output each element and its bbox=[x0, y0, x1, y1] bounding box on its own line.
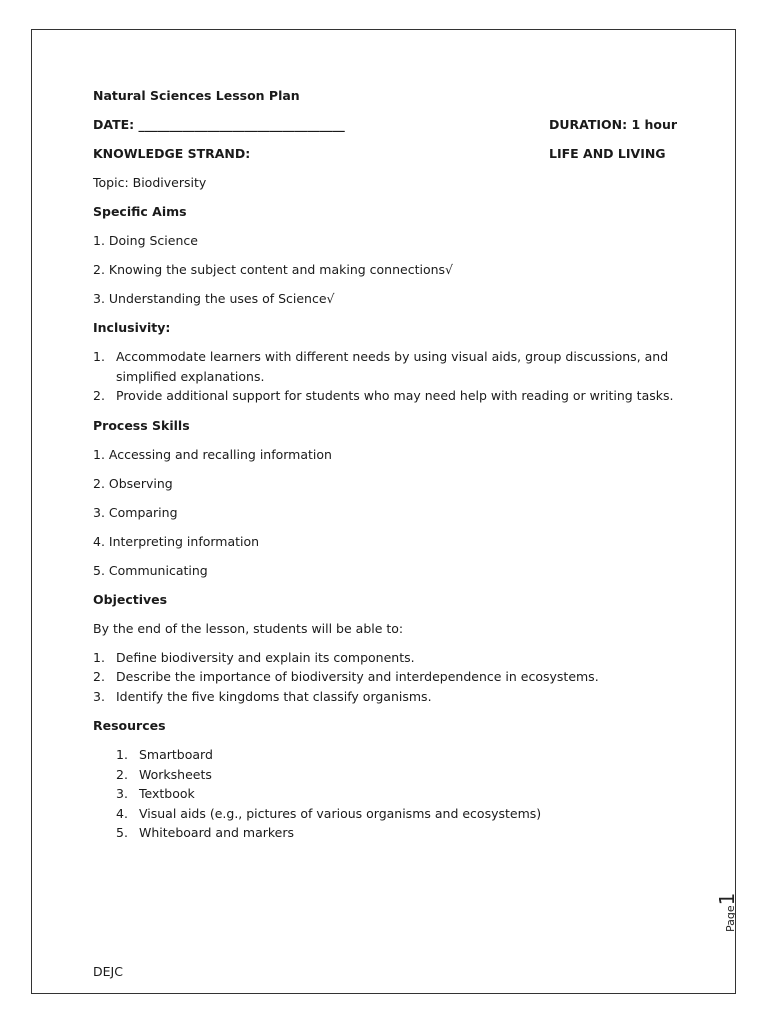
list-item bbox=[93, 765, 683, 785]
skill-item: 2. Observing bbox=[93, 475, 173, 491]
list-number: 1. bbox=[116, 747, 128, 762]
list-number: 1. bbox=[93, 349, 105, 364]
resources-list bbox=[93, 745, 683, 843]
aims-heading: Specific Aims bbox=[93, 204, 187, 219]
list-text: Provide additional support for students who may need help with reading or writing tasks. bbox=[116, 388, 674, 403]
skill-item: 3. Comparing bbox=[93, 504, 178, 520]
process-skills-heading: Process Skills bbox=[93, 417, 190, 433]
list-text: Identify the five kingdoms that classify organisms. bbox=[116, 688, 432, 704]
list-number: 3. bbox=[116, 786, 128, 801]
list-text: Describe the importance of biodiversity and interdependence in ecosystems. bbox=[116, 669, 599, 684]
footer-initials: DEJC bbox=[93, 964, 123, 979]
list-text: Textbook bbox=[139, 786, 195, 801]
skill-item: 1. Accessing and recalling information bbox=[93, 446, 332, 462]
list-text: Smartboard bbox=[139, 747, 213, 762]
strand-label: KNOWLEDGE STRAND: bbox=[93, 146, 251, 161]
list-text: Worksheets bbox=[139, 766, 212, 782]
objectives-heading: Objectives bbox=[93, 591, 168, 607]
inclusivity-heading: Inclusivity: bbox=[93, 320, 171, 335]
list-text: Whiteboard and markers bbox=[139, 825, 295, 840]
resources-heading: Resources bbox=[93, 718, 166, 733]
objectives-list bbox=[93, 648, 683, 707]
list-number: 2. bbox=[93, 388, 105, 403]
topic-line: Topic: Biodiversity bbox=[93, 175, 207, 190]
list-item bbox=[93, 648, 683, 668]
list-number: 2. bbox=[116, 766, 128, 782]
list-item bbox=[93, 667, 683, 687]
inclusivity-list bbox=[93, 347, 683, 406]
list-item bbox=[93, 347, 683, 386]
document-title: Natural Sciences Lesson Plan bbox=[93, 88, 300, 103]
knowledge-strand-row bbox=[93, 144, 683, 163]
list-item bbox=[93, 784, 683, 804]
page-label: Page bbox=[724, 905, 737, 932]
list-text: Accommodate learners with different needs by using visual aids, group discussions, and simplified explanations. bbox=[116, 349, 669, 384]
skill-item: 4. Interpreting information bbox=[93, 533, 260, 549]
skill-item: 5. Communicating bbox=[93, 562, 208, 578]
objectives-intro: By the end of the lesson, students will be able to: bbox=[93, 620, 404, 636]
list-text: Define biodiversity and explain its components. bbox=[116, 649, 415, 665]
aim-item: 2. Knowing the subject content and making connections√ bbox=[93, 262, 454, 277]
page-number bbox=[702, 820, 762, 932]
list-number: 4. bbox=[116, 805, 128, 821]
document-body bbox=[93, 86, 683, 853]
page-digit: 1 bbox=[715, 892, 739, 906]
list-number: 1. bbox=[93, 649, 105, 665]
list-number: 3. bbox=[93, 688, 105, 704]
aim-item: 1. Doing Science bbox=[93, 233, 198, 248]
strand-value: LIFE AND LIVING bbox=[549, 146, 666, 161]
duration-field: DURATION: 1 hour bbox=[549, 117, 678, 132]
date-field: DATE: _________________________________ bbox=[93, 117, 345, 132]
aim-item: 3. Understanding the uses of Science√ bbox=[93, 291, 335, 306]
list-item bbox=[93, 745, 683, 765]
list-item bbox=[93, 386, 683, 406]
date-duration-row bbox=[93, 115, 683, 134]
list-item bbox=[93, 823, 683, 843]
list-item bbox=[93, 804, 683, 824]
list-item bbox=[93, 687, 683, 707]
list-number: 2. bbox=[93, 669, 105, 684]
list-text: Visual aids (e.g., pictures of various organisms and ecosystems) bbox=[139, 805, 542, 821]
list-number: 5. bbox=[116, 825, 128, 840]
